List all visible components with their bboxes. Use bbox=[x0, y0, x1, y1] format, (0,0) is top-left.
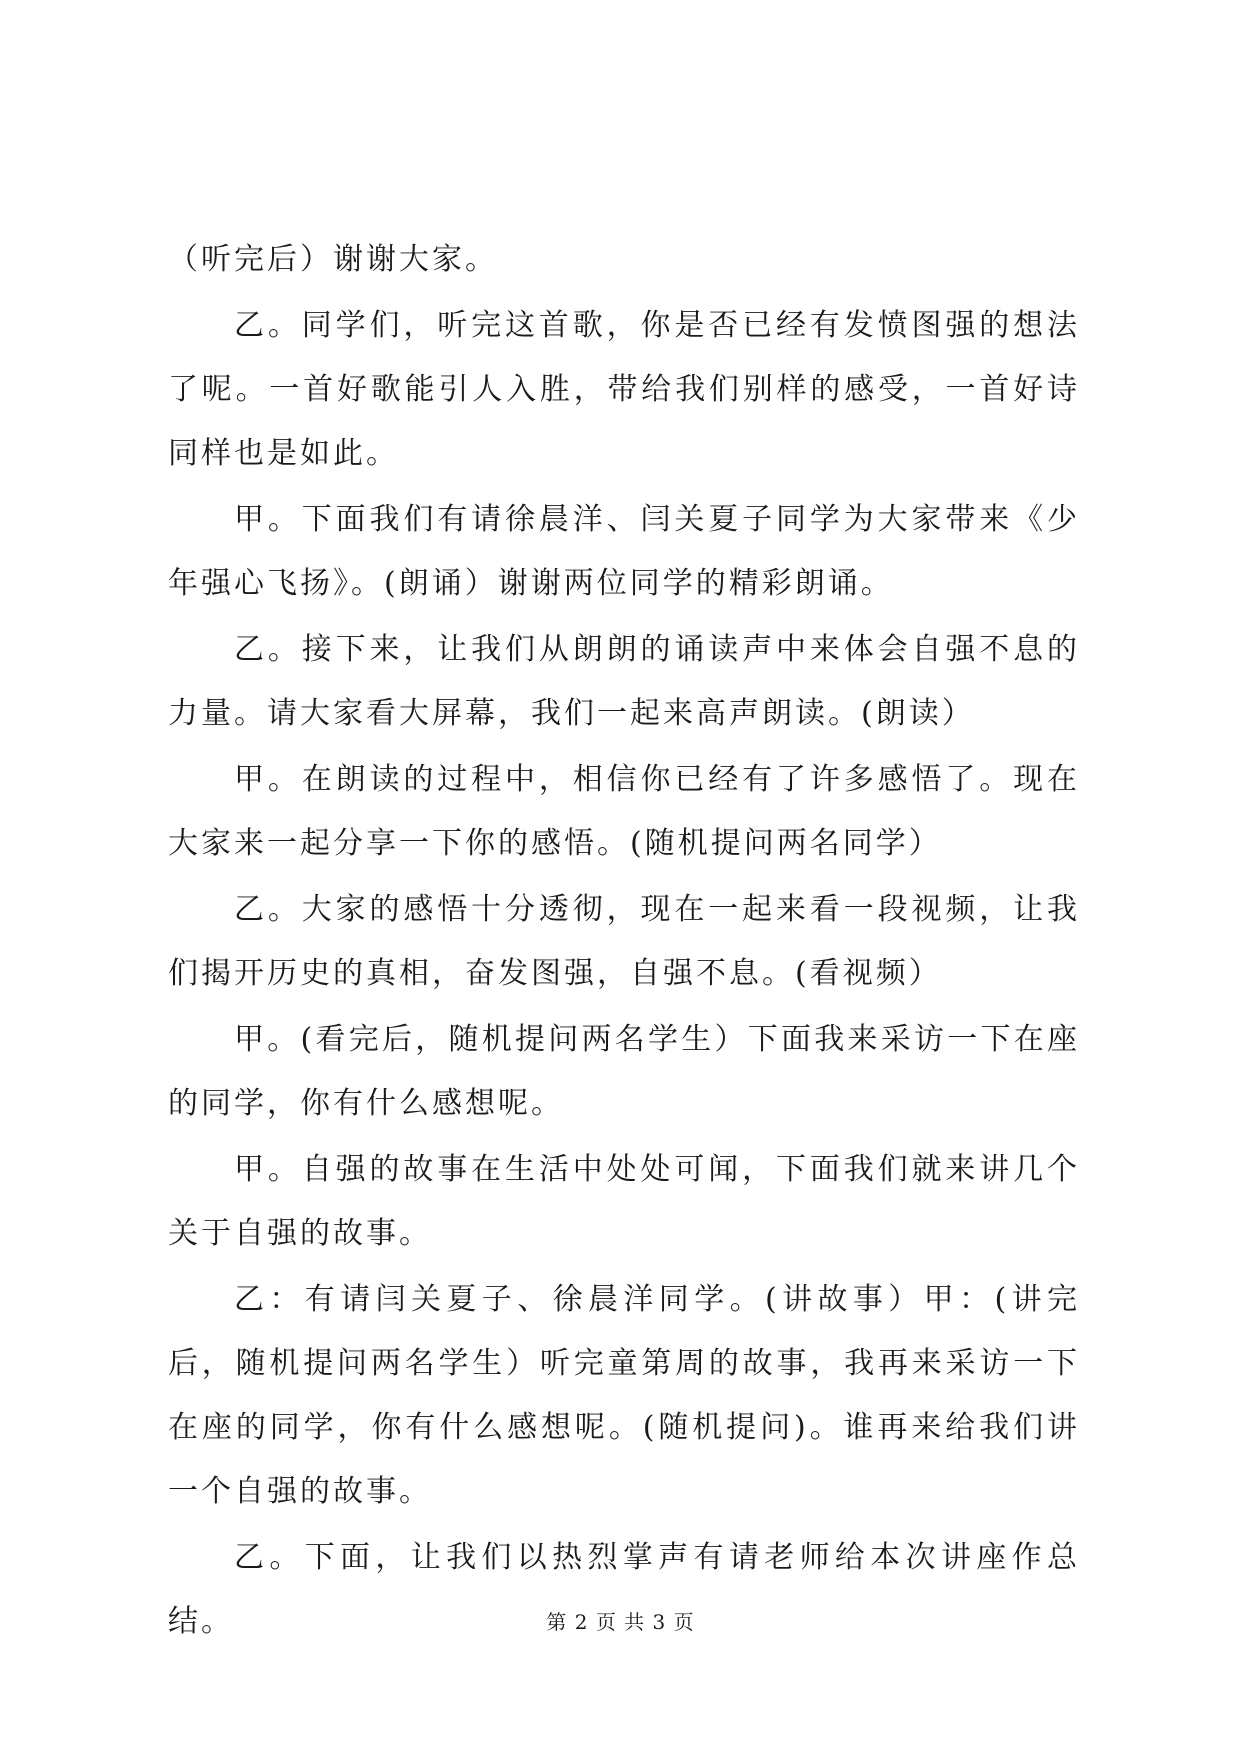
paragraph: 乙。同学们，听完这首歌，你是否已经有发愤图强的想法了呢。一首好歌能引人入胜，带给我们别样的感受，一首好诗同样也是如此。 bbox=[168, 308, 1080, 471]
paragraph: 甲。(看完后，随机提问两名学生）下面我来采访一下在座的同学，你有什么感想呢。 bbox=[168, 1022, 1080, 1121]
paragraph: 乙。接下来，让我们从朗朗的诵读声中来体会自强不息的力量。请大家看大屏幕，我们一起来高声朗读。(朗读） bbox=[168, 632, 1080, 731]
paragraph: 甲。自强的故事在生活中处处可闻，下面我们就来讲几个关于自强的故事。 bbox=[168, 1152, 1080, 1251]
paragraph: 乙。大家的感悟十分透彻，现在一起来看一段视频，让我们揭开历史的真相，奋发图强，自强不息。(看视频） bbox=[168, 892, 1080, 991]
paragraph: 甲。在朗读的过程中，相信你已经有了许多感悟了。现在大家来一起分享一下你的感悟。(随机提问两名同学） bbox=[168, 762, 1080, 861]
page-number: 第 2 页 共 3 页 bbox=[546, 1610, 695, 1634]
paragraph: （听完后）谢谢大家。 bbox=[168, 242, 498, 277]
paragraph: 甲。下面我们有请徐晨洋、闫关夏子同学为大家带来《少年强心飞扬》。(朗诵）谢谢两位同学的精彩朗诵。 bbox=[168, 502, 1080, 601]
document-body bbox=[168, 228, 1080, 1656]
paragraph: 乙：有请闫关夏子、徐晨洋同学。(讲故事）甲：(讲完后，随机提问两名学生）听完童第周的故事，我再来采访一下在座的同学，你有什么感想呢。(随机提问)。谁再来给我们讲一个自强的故事。 bbox=[168, 1282, 1080, 1509]
paragraph: 乙。下面，让我们以热烈掌声有请老师给本次讲座作总结。 bbox=[168, 1540, 1080, 1639]
